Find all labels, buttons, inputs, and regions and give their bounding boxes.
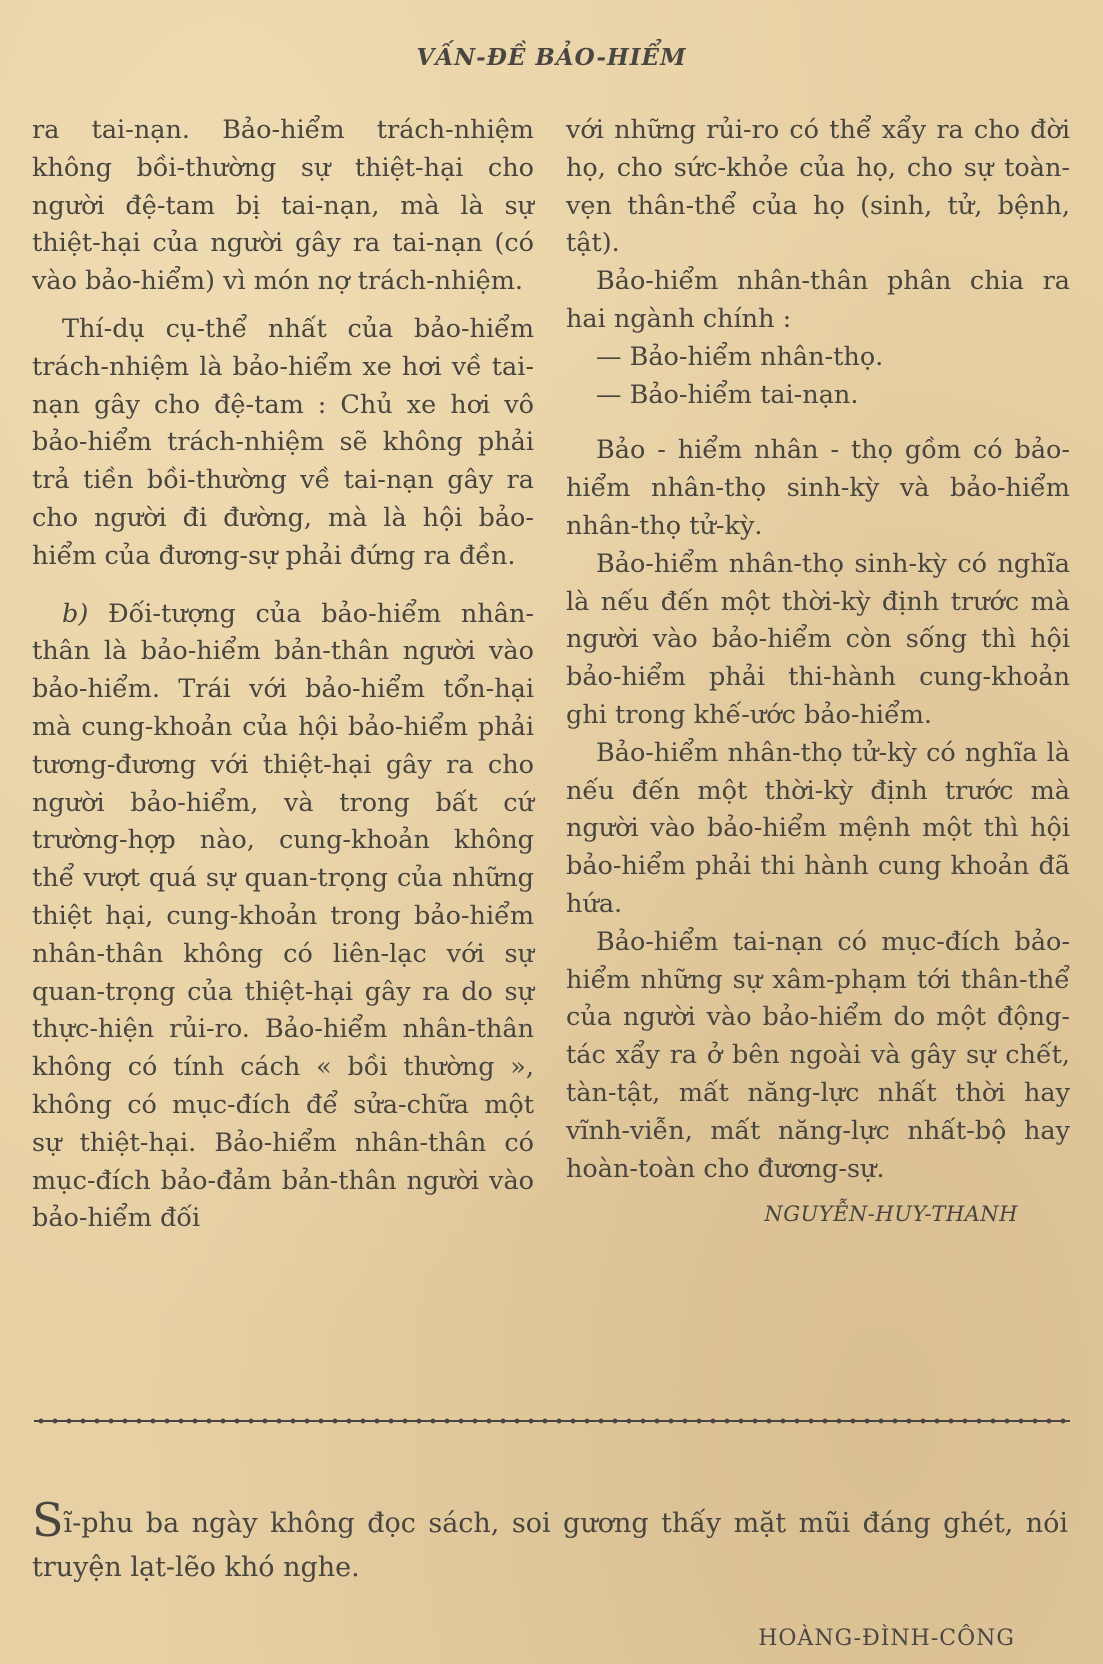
paragraph: Bảo-hiểm nhân-thân phân chia ra hai ngành chính : — [566, 266, 1070, 334]
paragraph: với những rủi-ro có thể xẩy ra cho đời họ, cho sức-khỏe của họ, cho sự toàn-vẹn thân-thể của họ (sinh, tử, bệnh, tật). — [566, 115, 1070, 259]
list-item: — Bảo-hiểm tai-nạn. — [596, 379, 859, 410]
paragraph: Bảo-hiểm tai-nạn có mục-đích bảo-hiểm những sự xâm-phạm tới thân-thể của người vào bảo-hiểm do một động-tác xẩy ra ở bên ngoài và gây sự chết, tàn-tật, mất năng-lực nhất thời hay vĩnh-viễn, mất năng-lực nhất-bộ hay hoàn-toàn cho đương-sự. — [566, 926, 1070, 1184]
right-column — [566, 112, 1070, 1234]
quote-text: ĩ-phu ba ngày không đọc sách, soi gương thấy mặt mũi đáng ghét, nói truyện lạt-lẽo khó nghe. — [32, 1508, 1068, 1583]
paragraph: Bảo-hiểm nhân-thọ tử-kỳ có nghĩa là nếu đến một thời-kỳ định trước mà người vào bảo-hiểm mệnh một thì hội bảo-hiểm phải thi hành cung khoản đã hứa. — [566, 737, 1070, 919]
paragraph: Bảo - hiểm nhân - thọ gồm có bảo-hiểm nhân-thọ sinh-kỳ và bảo-hiểm nhân-thọ tử-kỳ. — [566, 435, 1070, 541]
paragraph: ra tai-nạn. Bảo-hiểm trách-nhiệm không bồi-thường sự thiệt-hại cho người đệ-tam bị tai-nạn, mà là sự thiệt-hại của người gây ra tai-nạn (có vào bảo-hiểm) vì món nợ trách-nhiệm. — [32, 115, 534, 297]
running-header: VẤN-ĐỀ BẢO-HIỂM — [416, 44, 687, 71]
ornamental-divider — [34, 1416, 1070, 1426]
list-item: — Bảo-hiểm nhân-thọ. — [596, 341, 884, 372]
paragraph — [32, 596, 534, 1239]
section-marker: b) — [62, 598, 89, 629]
paragraph: Thí-dụ cụ-thể nhất của bảo-hiểm trách-nhiệm là bảo-hiểm xe hơi về tai-nạn gây cho đệ-tam : Chủ xe hơi vô bảo-hiểm trách-nhiệm sẽ không phải trả tiền bồi-thường về tai-nạn gây ra cho người đi đường, mà là hội bảo-hiểm của đương-sự phải đứng ra đền. — [32, 313, 534, 571]
author-signature: NGUYỄN-HUY-THANH — [764, 1202, 1018, 1227]
paragraph-text: Đối-tượng của bảo-hiểm nhân-thân là bảo-hiểm bản-thân người vào bảo-hiểm. Trái với bảo-hiểm tổn-hại mà cung-khoản của hội bảo-hiểm phải tương-đương với thiệt-hại gây ra cho người bảo-hiểm, và trong bất cứ trường-hợp nào, cung-khoản không thể vượt quá sự quan-trọng của những thiệt hại, cung-khoản trong bảo-hiểm nhân-thân không có liên-lạc với sự quan-trọng của thiệt-hại gây ra do sự thực-hiện rủi-ro. Bảo-hiểm nhân-thân không có tính cách « bồi thường », không có mục-đích để sửa-chữa một sự thiệt-hại. Bảo-hiểm nhân-thân có mục-đích bảo-đảm bản-thân người vào bảo-hiểm đối — [32, 598, 534, 1234]
drop-cap: S — [32, 1493, 64, 1547]
paragraph: Bảo-hiểm nhân-thọ sinh-kỳ có nghĩa là nếu đến một thời-kỳ định trước mà người vào bảo-hiểm còn sống thì hội bảo-hiểm phải thi-hành cung-khoản ghi trong khế-ước bảo-hiểm. — [566, 548, 1070, 730]
left-column — [32, 112, 534, 1238]
quote-signature: HOÀNG-ĐÌNH-CÔNG — [758, 1626, 1015, 1651]
quote-block — [32, 1493, 1068, 1590]
